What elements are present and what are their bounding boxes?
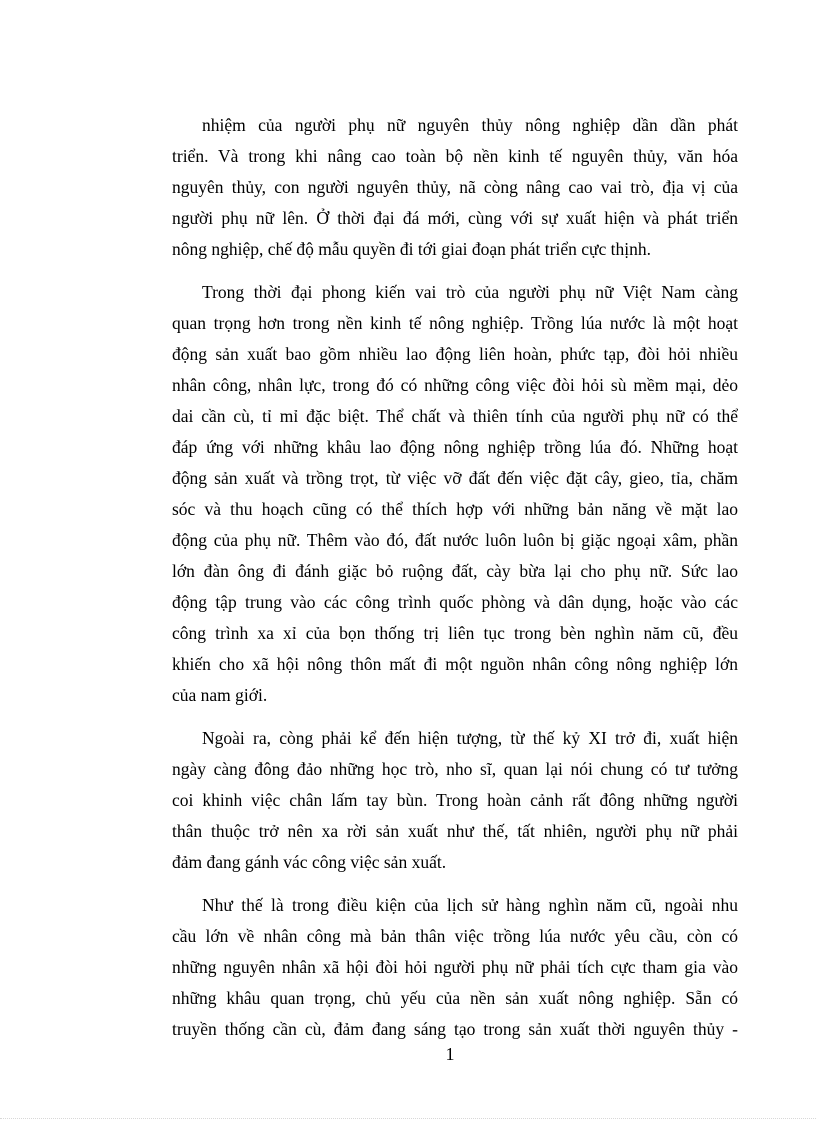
text-line: động sản xuất và trồng trọt, từ việc vỡ đất đến việc đặt cây, gieo, tỉa, chăm xyxy=(172,468,738,488)
text-line: quan trọng hơn trong nền kinh tế nông nghiệp. Trồng lúa nước là một hoạt xyxy=(172,313,738,333)
text-line: những nguyên nhân xã hội đòi hỏi người phụ nữ phải tích cực tham gia vào xyxy=(172,957,738,977)
paragraph-4 xyxy=(172,890,738,1045)
text-line: thân thuộc trở nên xa rời sản xuất như thế, tất nhiên, người phụ nữ phải xyxy=(172,821,738,841)
text-line: đáp ứng với những khâu lao động nông nghiệp trồng lúa đó. Những hoạt xyxy=(172,437,738,457)
text-line: dai cần cù, tỉ mỉ đặc biệt. Thể chất và thiên tính của người phụ nữ có thể xyxy=(172,406,738,426)
text-line: khiến cho xã hội nông thôn mất đi một nguồn nhân công nông nghiệp lớn xyxy=(172,654,738,674)
text-line: sóc và thu hoạch cũng có thể thích hợp với những bản năng về mặt lao xyxy=(172,499,738,519)
text-line: nông nghiệp, chế độ mẫu quyền đi tới giai đoạn phát triển cực thịnh. xyxy=(172,239,651,259)
body-text xyxy=(172,110,738,1057)
text-line: Ngoài ra, còng phải kể đến hiện tượng, từ thế kỷ XI trở đi, xuất hiện xyxy=(202,728,738,748)
text-line: lớn đàn ông đi đánh giặc bỏ ruộng đất, cày bừa lại cho phụ nữ. Sức lao xyxy=(172,561,738,581)
paragraph-3 xyxy=(172,723,738,878)
text-line: nhân công, nhân lực, trong đó có những công việc đòi hỏi sù mềm mại, dẻo xyxy=(172,375,738,395)
paragraph-2 xyxy=(172,277,738,711)
text-line: động sản xuất bao gồm nhiều lao động liên hoàn, phức tạp, đòi hỏi nhiều xyxy=(172,344,738,364)
text-line: động của phụ nữ. Thêm vào đó, đất nước luôn luôn bị giặc ngoại xâm, phần xyxy=(172,530,738,550)
paragraph-1 xyxy=(172,110,738,265)
page-bottom-divider xyxy=(0,1118,816,1119)
text-line: nguyên thủy, con người nguyên thủy, nã còng nâng cao vai trò, địa vị của xyxy=(172,177,738,197)
text-line: Như thế là trong điều kiện của lịch sử hàng nghìn năm cũ, ngoài nhu xyxy=(202,895,738,915)
text-line: động tập trung vào các công trình quốc phòng và dân dụng, hoặc vào các xyxy=(172,592,738,612)
text-line: coi khinh việc chân lấm tay bùn. Trong hoàn cảnh rất đông những người xyxy=(172,790,738,810)
text-line: cầu lớn về nhân công mà bản thân việc trồng lúa nước yêu cầu, còn có xyxy=(172,926,738,946)
text-line: ngày càng đông đảo những học trò, nho sĩ, quan lại nói chung có tư tưởng xyxy=(172,759,738,779)
text-line: truyền thống cần cù, đảm đang sáng tạo trong sản xuất thời nguyên thủy - xyxy=(172,1019,738,1039)
page-number: 1 xyxy=(445,1044,455,1064)
text-line: Trong thời đại phong kiến vai trò của người phụ nữ Việt Nam càng xyxy=(202,282,738,302)
text-line: nhiệm của người phụ nữ nguyên thủy nông nghiệp dần dần phát xyxy=(202,115,738,135)
text-line: những khâu quan trọng, chủ yếu của nền sản xuất nông nghiệp. Sẵn có xyxy=(172,988,738,1008)
text-line: người phụ nữ lên. Ở thời đại đá mới, cùng với sự xuất hiện và phát triển xyxy=(172,208,738,228)
text-line: đảm đang gánh vác công việc sản xuất. xyxy=(172,852,447,872)
text-line: triển. Và trong khi nâng cao toàn bộ nền kinh tế nguyên thủy, văn hóa xyxy=(172,146,738,166)
text-line: công trình xa xỉ của bọn thống trị liên tục trong bèn nghìn năm cũ, đều xyxy=(172,623,738,643)
text-line: của nam giới. xyxy=(172,685,268,705)
